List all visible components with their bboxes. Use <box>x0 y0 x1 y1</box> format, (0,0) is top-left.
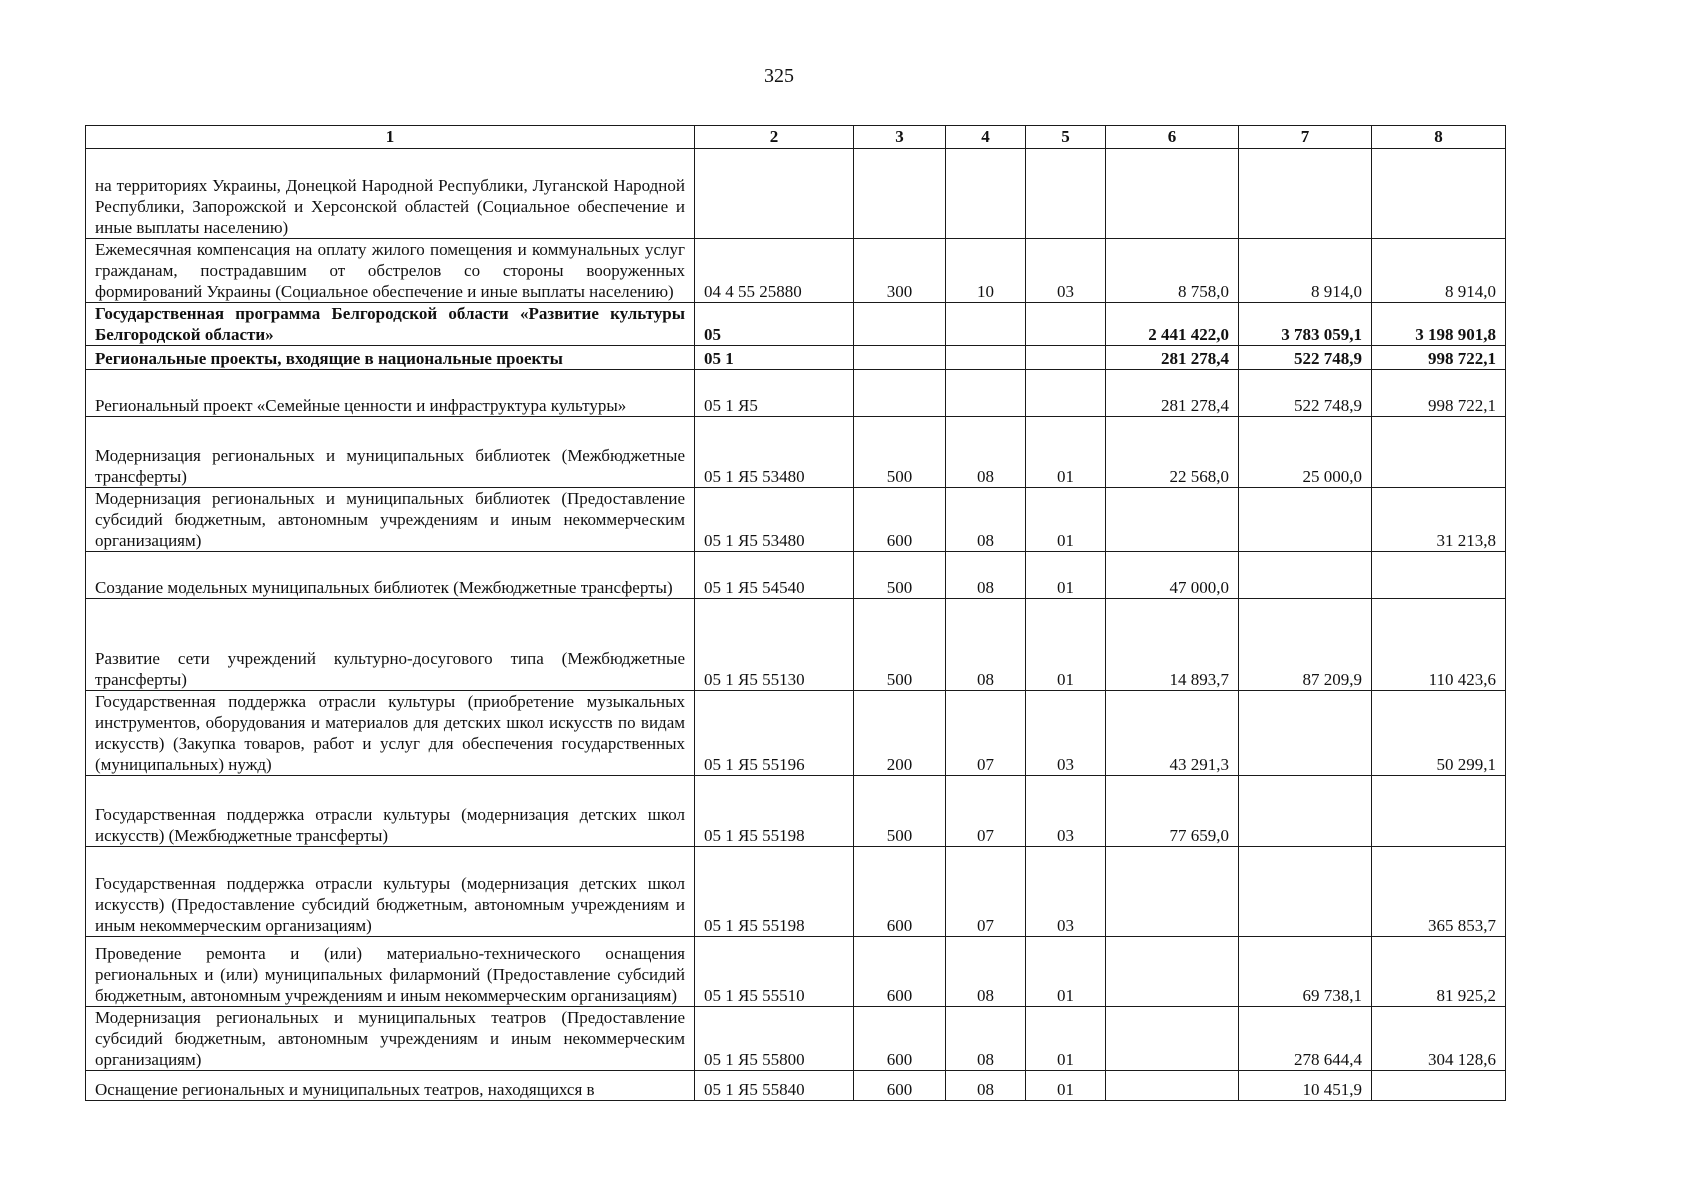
row-code-cell: 05 1 Я5 55840 <box>695 1071 854 1101</box>
table-row <box>86 149 1506 239</box>
row-amount-col6-cell: 47 000,0 <box>1106 552 1239 599</box>
row-section-cell <box>946 346 1026 370</box>
row-amount-col6-cell: 77 659,0 <box>1106 776 1239 847</box>
row-subsection-cell: 01 <box>1026 417 1106 488</box>
row-amount-col8-cell: 81 925,2 <box>1372 937 1506 1007</box>
row-expense-type-cell <box>854 303 946 346</box>
column-header-8: 8 <box>1372 126 1506 149</box>
row-expense-type-cell <box>854 149 946 239</box>
row-amount-col8-cell <box>1372 149 1506 239</box>
row-section-cell <box>946 370 1026 417</box>
row-amount-col8-cell <box>1372 776 1506 847</box>
table-body <box>86 149 1506 1101</box>
row-amount-col6-cell <box>1106 847 1239 937</box>
row-subsection-cell: 03 <box>1026 691 1106 776</box>
row-section-cell: 10 <box>946 239 1026 303</box>
table-row <box>86 488 1506 552</box>
row-subsection-cell: 03 <box>1026 847 1106 937</box>
row-code-cell: 05 1 Я5 <box>695 370 854 417</box>
row-amount-col7-cell <box>1239 776 1372 847</box>
table-row <box>86 776 1506 847</box>
row-name-cell: Модернизация региональных и муниципальных библиотек (Межбюджетные трансферты) <box>86 417 695 488</box>
row-subsection-cell: 01 <box>1026 1007 1106 1071</box>
row-subsection-cell <box>1026 303 1106 346</box>
row-name-cell: Модернизация региональных и муниципальных театров (Предоставление субсидий бюджетным, автономным учреждениям и иным некоммерческим организациям) <box>86 1007 695 1071</box>
row-code-cell: 05 1 Я5 55510 <box>695 937 854 1007</box>
column-header-1: 1 <box>86 126 695 149</box>
table-row <box>86 1007 1506 1071</box>
column-header-4: 4 <box>946 126 1026 149</box>
row-amount-col7-cell: 522 748,9 <box>1239 370 1372 417</box>
row-name-cell: Государственная поддержка отрасли культуры (модернизация детских школ искусств) (Предоставление субсидий бюджетным, автономным учреждениям и иным некоммерческим организациям) <box>86 847 695 937</box>
row-section-cell: 07 <box>946 847 1026 937</box>
row-name-cell: Государственная программа Белгородской области «Развитие культуры Белгородской области» <box>86 303 695 346</box>
row-subsection-cell: 01 <box>1026 937 1106 1007</box>
row-subsection-cell: 03 <box>1026 776 1106 847</box>
row-name-cell: Государственная поддержка отрасли культуры (модернизация детских школ искусств) (Межбюджетные трансферты) <box>86 776 695 847</box>
page-number: 325 <box>764 65 794 87</box>
column-header-5: 5 <box>1026 126 1106 149</box>
row-code-cell: 05 1 Я5 55198 <box>695 776 854 847</box>
row-name-cell: Развитие сети учреждений культурно-досугового типа (Межбюджетные трансферты) <box>86 599 695 691</box>
row-code-cell: 05 1 Я5 53480 <box>695 417 854 488</box>
row-section-cell: 08 <box>946 1071 1026 1101</box>
row-section-cell: 08 <box>946 417 1026 488</box>
row-amount-col8-cell: 110 423,6 <box>1372 599 1506 691</box>
row-amount-col6-cell: 22 568,0 <box>1106 417 1239 488</box>
row-amount-col7-cell: 69 738,1 <box>1239 937 1372 1007</box>
row-amount-col6-cell <box>1106 1007 1239 1071</box>
row-code-cell: 04 4 55 25880 <box>695 239 854 303</box>
row-code-cell: 05 1 Я5 55800 <box>695 1007 854 1071</box>
row-name-cell: Модернизация региональных и муниципальных библиотек (Предоставление субсидий бюджетным, автономным учреждениям и иным некоммерческим организациям) <box>86 488 695 552</box>
row-amount-col6-cell: 14 893,7 <box>1106 599 1239 691</box>
row-subsection-cell: 01 <box>1026 1071 1106 1101</box>
row-section-cell: 08 <box>946 1007 1026 1071</box>
row-section-cell: 07 <box>946 691 1026 776</box>
column-header-7: 7 <box>1239 126 1372 149</box>
row-amount-col7-cell: 25 000,0 <box>1239 417 1372 488</box>
row-name-cell: Оснащение региональных и муниципальных театров, находящихся в <box>86 1071 695 1101</box>
row-amount-col7-cell: 278 644,4 <box>1239 1007 1372 1071</box>
row-section-cell: 08 <box>946 552 1026 599</box>
table-row <box>86 239 1506 303</box>
row-section-cell: 08 <box>946 488 1026 552</box>
column-header-2: 2 <box>695 126 854 149</box>
row-amount-col8-cell: 998 722,1 <box>1372 346 1506 370</box>
row-subsection-cell: 03 <box>1026 239 1106 303</box>
table-row <box>86 370 1506 417</box>
row-code-cell: 05 1 Я5 55196 <box>695 691 854 776</box>
row-amount-col8-cell: 3 198 901,8 <box>1372 303 1506 346</box>
table-row <box>86 937 1506 1007</box>
row-code-cell: 05 1 Я5 55198 <box>695 847 854 937</box>
row-expense-type-cell: 600 <box>854 847 946 937</box>
row-expense-type-cell: 500 <box>854 552 946 599</box>
table-row <box>86 847 1506 937</box>
row-amount-col6-cell: 43 291,3 <box>1106 691 1239 776</box>
row-amount-col7-cell: 87 209,9 <box>1239 599 1372 691</box>
row-name-cell: Государственная поддержка отрасли культуры (приобретение музыкальных инструментов, оборудования и материалов для детских школ искусств по видам искусств) (Закупка товаров, работ и услуг для обеспечения государственных (муниципальных) нужд) <box>86 691 695 776</box>
row-expense-type-cell <box>854 346 946 370</box>
row-amount-col7-cell <box>1239 847 1372 937</box>
row-expense-type-cell: 600 <box>854 488 946 552</box>
row-code-cell: 05 1 Я5 53480 <box>695 488 854 552</box>
row-amount-col7-cell: 522 748,9 <box>1239 346 1372 370</box>
row-amount-col6-cell <box>1106 937 1239 1007</box>
row-amount-col6-cell: 2 441 422,0 <box>1106 303 1239 346</box>
row-code-cell: 05 1 Я5 55130 <box>695 599 854 691</box>
column-number-header-row <box>86 126 1506 149</box>
row-amount-col7-cell: 10 451,9 <box>1239 1071 1372 1101</box>
table-row <box>86 691 1506 776</box>
row-amount-col8-cell <box>1372 417 1506 488</box>
row-name-cell: на территориях Украины, Донецкой Народной Республики, Луганской Народной Республики, Запорожской и Херсонской областей (Социальное обеспечение и иные выплаты населению) <box>86 149 695 239</box>
row-amount-col8-cell: 304 128,6 <box>1372 1007 1506 1071</box>
row-amount-col7-cell: 3 783 059,1 <box>1239 303 1372 346</box>
row-amount-col6-cell: 8 758,0 <box>1106 239 1239 303</box>
row-amount-col7-cell: 8 914,0 <box>1239 239 1372 303</box>
row-amount-col8-cell: 998 722,1 <box>1372 370 1506 417</box>
row-name-cell: Проведение ремонта и (или) материально-технического оснащения региональных и (или) муниципальных филармоний (Предоставление субсидий бюджетным, автономным учреждениям и иным некоммерческим организациям) <box>86 937 695 1007</box>
table-row <box>86 552 1506 599</box>
row-amount-col6-cell: 281 278,4 <box>1106 370 1239 417</box>
row-name-cell: Региональный проект «Семейные ценности и инфраструктура культуры» <box>86 370 695 417</box>
row-amount-col6-cell <box>1106 149 1239 239</box>
row-name-cell: Региональные проекты, входящие в национальные проекты <box>86 346 695 370</box>
row-expense-type-cell: 500 <box>854 776 946 847</box>
row-amount-col8-cell: 365 853,7 <box>1372 847 1506 937</box>
table-row <box>86 346 1506 370</box>
row-expense-type-cell: 500 <box>854 599 946 691</box>
column-header-6: 6 <box>1106 126 1239 149</box>
row-name-cell: Ежемесячная компенсация на оплату жилого помещения и коммунальных услуг гражданам, пострадавшим от обстрелов со стороны вооруженных формирований Украины (Социальное обеспечение и иные выплаты населению) <box>86 239 695 303</box>
row-subsection-cell <box>1026 149 1106 239</box>
row-amount-col8-cell: 8 914,0 <box>1372 239 1506 303</box>
row-expense-type-cell: 300 <box>854 239 946 303</box>
row-section-cell: 07 <box>946 776 1026 847</box>
row-amount-col8-cell <box>1372 552 1506 599</box>
row-code-cell: 05 <box>695 303 854 346</box>
row-code-cell: 05 1 <box>695 346 854 370</box>
table-row <box>86 1071 1506 1101</box>
row-amount-col6-cell <box>1106 1071 1239 1101</box>
row-section-cell: 08 <box>946 937 1026 1007</box>
row-expense-type-cell <box>854 370 946 417</box>
row-amount-col8-cell: 50 299,1 <box>1372 691 1506 776</box>
row-expense-type-cell: 600 <box>854 937 946 1007</box>
row-subsection-cell: 01 <box>1026 599 1106 691</box>
row-expense-type-cell: 600 <box>854 1007 946 1071</box>
row-subsection-cell: 01 <box>1026 488 1106 552</box>
row-subsection-cell: 01 <box>1026 552 1106 599</box>
row-amount-col7-cell <box>1239 149 1372 239</box>
row-subsection-cell <box>1026 346 1106 370</box>
row-expense-type-cell: 500 <box>854 417 946 488</box>
table-row <box>86 417 1506 488</box>
row-amount-col6-cell: 281 278,4 <box>1106 346 1239 370</box>
row-amount-col8-cell <box>1372 1071 1506 1101</box>
budget-table <box>85 125 1506 1101</box>
row-expense-type-cell: 200 <box>854 691 946 776</box>
column-header-3: 3 <box>854 126 946 149</box>
row-section-cell: 08 <box>946 599 1026 691</box>
row-expense-type-cell: 600 <box>854 1071 946 1101</box>
row-amount-col6-cell <box>1106 488 1239 552</box>
row-section-cell <box>946 303 1026 346</box>
row-code-cell: 05 1 Я5 54540 <box>695 552 854 599</box>
row-amount-col7-cell <box>1239 691 1372 776</box>
row-name-cell: Создание модельных муниципальных библиотек (Межбюджетные трансферты) <box>86 552 695 599</box>
table-row <box>86 599 1506 691</box>
row-amount-col7-cell <box>1239 488 1372 552</box>
table-row <box>86 303 1506 346</box>
row-amount-col7-cell <box>1239 552 1372 599</box>
row-subsection-cell <box>1026 370 1106 417</box>
row-amount-col8-cell: 31 213,8 <box>1372 488 1506 552</box>
row-section-cell <box>946 149 1026 239</box>
row-code-cell <box>695 149 854 239</box>
